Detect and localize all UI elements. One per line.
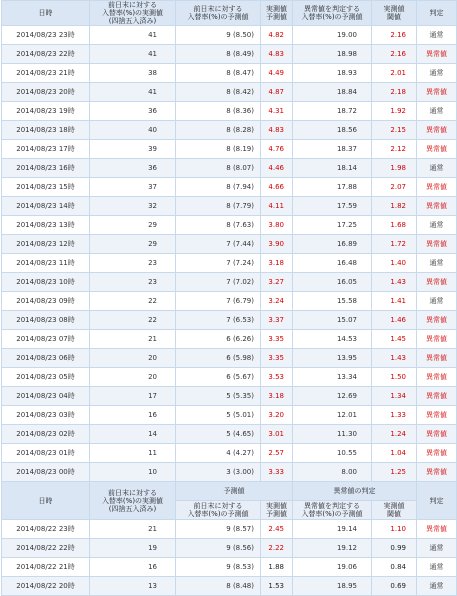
cell-judge: 異常値 — [417, 197, 457, 216]
cell-threshold-ratio: 2.01 — [372, 64, 417, 83]
cell-threshold: 18.14 — [293, 159, 372, 178]
table-row — [2, 330, 457, 349]
cell-predict: 6 (5.67) — [176, 368, 261, 387]
cell-predict: 5 (5.01) — [176, 406, 261, 425]
cell-date: 2014/08/23 23時 — [2, 26, 90, 45]
cell-actual: 41 — [90, 26, 176, 45]
cell-predict-ratio: 3.80 — [261, 216, 293, 235]
cell-date: 2014/08/22 20時 — [2, 577, 90, 596]
cell-predict-ratio: 2.22 — [261, 539, 293, 558]
cell-date: 2014/08/23 12時 — [2, 235, 90, 254]
cell-judge: 異常値 — [417, 311, 457, 330]
cell-actual: 41 — [90, 45, 176, 64]
cell-date: 2014/08/23 20時 — [2, 83, 90, 102]
cell-threshold-ratio: 0.99 — [372, 539, 417, 558]
cell-actual: 20 — [90, 368, 176, 387]
cell-actual: 23 — [90, 254, 176, 273]
cell-threshold: 17.59 — [293, 197, 372, 216]
cell-threshold: 16.48 — [293, 254, 372, 273]
cell-threshold-ratio: 1.34 — [372, 387, 417, 406]
cell-threshold: 16.05 — [293, 273, 372, 292]
cell-judge: 異常値 — [417, 387, 457, 406]
cell-actual: 39 — [90, 140, 176, 159]
cell-judge: 通常 — [417, 577, 457, 596]
header-judge-2: 判定 — [417, 482, 457, 520]
cell-predict-ratio: 1.88 — [261, 558, 293, 577]
cell-threshold: 16.89 — [293, 235, 372, 254]
header-predict-value-2: 実測値 予測値 — [261, 501, 293, 520]
table-row — [2, 387, 457, 406]
cell-date: 2014/08/23 04時 — [2, 387, 90, 406]
cell-judge: 異常値 — [417, 425, 457, 444]
cell-threshold: 13.34 — [293, 368, 372, 387]
cell-judge: 異常値 — [417, 235, 457, 254]
table-row — [2, 539, 457, 558]
cell-date: 2014/08/23 19時 — [2, 102, 90, 121]
cell-threshold: 19.12 — [293, 539, 372, 558]
cell-predict: 7 (6.79) — [176, 292, 261, 311]
cell-actual: 11 — [90, 444, 176, 463]
cell-judge: 異常値 — [417, 178, 457, 197]
cell-threshold-ratio: 1.04 — [372, 444, 417, 463]
cell-threshold-ratio: 1.40 — [372, 254, 417, 273]
cell-actual: 14 — [90, 425, 176, 444]
cell-actual: 21 — [90, 330, 176, 349]
cell-actual: 10 — [90, 463, 176, 482]
cell-predict-ratio: 3.35 — [261, 349, 293, 368]
cell-threshold-ratio: 0.69 — [372, 577, 417, 596]
cell-threshold: 18.84 — [293, 83, 372, 102]
cell-predict: 7 (6.53) — [176, 311, 261, 330]
table-row — [2, 425, 457, 444]
cell-actual: 41 — [90, 83, 176, 102]
table-row — [2, 292, 457, 311]
cell-judge: 異常値 — [417, 273, 457, 292]
header-actual: 前日末に対する 入替率(%)の実測値 (四捨五入済み) — [90, 1, 176, 26]
cell-predict: 8 (8.42) — [176, 83, 261, 102]
cell-judge: 異常値 — [417, 368, 457, 387]
cell-actual: 16 — [90, 558, 176, 577]
cell-date: 2014/08/23 16時 — [2, 159, 90, 178]
cell-threshold: 12.69 — [293, 387, 372, 406]
cell-actual: 29 — [90, 235, 176, 254]
table-header-repeat — [2, 482, 457, 520]
cell-actual: 36 — [90, 159, 176, 178]
table-row — [2, 444, 457, 463]
header-threshold-value: 実測値 閾値 — [372, 1, 417, 26]
cell-threshold: 13.95 — [293, 349, 372, 368]
cell-predict-ratio: 3.53 — [261, 368, 293, 387]
table-body-b — [2, 520, 457, 596]
cell-threshold-ratio: 2.12 — [372, 140, 417, 159]
cell-predict: 8 (8.36) — [176, 102, 261, 121]
table-row — [2, 216, 457, 235]
table-row — [2, 273, 457, 292]
cell-predict-ratio: 3.90 — [261, 235, 293, 254]
cell-date: 2014/08/23 03時 — [2, 406, 90, 425]
header-predict-sub: 前日末に対する 入替率(%)の予測値 — [176, 1, 261, 26]
cell-threshold-ratio: 2.16 — [372, 45, 417, 64]
cell-date: 2014/08/22 21時 — [2, 558, 90, 577]
table-row — [2, 102, 457, 121]
cell-predict: 7 (7.24) — [176, 254, 261, 273]
cell-predict: 8 (7.94) — [176, 178, 261, 197]
cell-predict: 8 (8.49) — [176, 45, 261, 64]
cell-judge: 異常値 — [417, 121, 457, 140]
table-row — [2, 577, 457, 596]
cell-date: 2014/08/23 05時 — [2, 368, 90, 387]
cell-date: 2014/08/23 22時 — [2, 45, 90, 64]
cell-predict: 3 (3.00) — [176, 463, 261, 482]
table-row — [2, 406, 457, 425]
cell-threshold-ratio: 1.72 — [372, 235, 417, 254]
cell-predict: 4 (4.27) — [176, 444, 261, 463]
cell-predict-ratio: 4.82 — [261, 26, 293, 45]
cell-actual: 21 — [90, 520, 176, 539]
cell-date: 2014/08/23 14時 — [2, 197, 90, 216]
cell-actual: 40 — [90, 121, 176, 140]
cell-predict-ratio: 2.57 — [261, 444, 293, 463]
table-row — [2, 311, 457, 330]
cell-actual: 22 — [90, 292, 176, 311]
cell-threshold-ratio: 1.24 — [372, 425, 417, 444]
cell-predict: 7 (7.44) — [176, 235, 261, 254]
cell-judge: 通常 — [417, 254, 457, 273]
cell-threshold-ratio: 1.41 — [372, 292, 417, 311]
cell-judge: 異常値 — [417, 330, 457, 349]
cell-predict-ratio: 1.53 — [261, 577, 293, 596]
cell-threshold: 19.06 — [293, 558, 372, 577]
cell-judge: 異常値 — [417, 83, 457, 102]
table-row — [2, 368, 457, 387]
cell-threshold: 18.98 — [293, 45, 372, 64]
cell-judge: 異常値 — [417, 444, 457, 463]
cell-predict: 5 (4.65) — [176, 425, 261, 444]
cell-predict-ratio: 3.35 — [261, 330, 293, 349]
cell-predict: 8 (7.79) — [176, 197, 261, 216]
cell-threshold-ratio: 1.98 — [372, 159, 417, 178]
table-row — [2, 159, 457, 178]
cell-predict: 6 (5.98) — [176, 349, 261, 368]
cell-date: 2014/08/23 21時 — [2, 64, 90, 83]
cell-predict: 8 (8.47) — [176, 64, 261, 83]
cell-predict: 6 (6.26) — [176, 330, 261, 349]
table-row — [2, 140, 457, 159]
cell-actual: 22 — [90, 311, 176, 330]
cell-judge: 通常 — [417, 539, 457, 558]
cell-date: 2014/08/23 08時 — [2, 311, 90, 330]
cell-predict: 9 (8.56) — [176, 539, 261, 558]
cell-actual: 36 — [90, 102, 176, 121]
cell-actual: 13 — [90, 577, 176, 596]
cell-date: 2014/08/23 02時 — [2, 425, 90, 444]
cell-threshold: 10.55 — [293, 444, 372, 463]
header-predict-sub-2: 前日末に対する 入替率(%)の予測値 — [176, 501, 261, 520]
cell-judge: 通常 — [417, 102, 457, 121]
cell-predict-ratio: 4.31 — [261, 102, 293, 121]
cell-threshold-ratio: 1.25 — [372, 463, 417, 482]
cell-date: 2014/08/22 22時 — [2, 539, 90, 558]
cell-predict-ratio: 3.37 — [261, 311, 293, 330]
cell-threshold: 18.93 — [293, 64, 372, 83]
cell-predict: 9 (8.53) — [176, 558, 261, 577]
cell-predict-ratio: 4.66 — [261, 178, 293, 197]
table-row — [2, 235, 457, 254]
table-row — [2, 178, 457, 197]
table-row — [2, 45, 457, 64]
cell-threshold-ratio: 1.92 — [372, 102, 417, 121]
cell-threshold: 19.14 — [293, 520, 372, 539]
table-row — [2, 520, 457, 539]
cell-threshold-ratio: 2.07 — [372, 178, 417, 197]
cell-threshold-ratio: 1.50 — [372, 368, 417, 387]
data-table — [1, 0, 457, 596]
cell-predict: 7 (7.02) — [176, 273, 261, 292]
cell-threshold-ratio: 1.82 — [372, 197, 417, 216]
table-row — [2, 64, 457, 83]
table-row — [2, 83, 457, 102]
cell-predict-ratio: 4.83 — [261, 45, 293, 64]
table-body-a — [2, 26, 457, 482]
cell-predict-ratio: 3.18 — [261, 387, 293, 406]
cell-threshold: 12.01 — [293, 406, 372, 425]
cell-predict: 5 (5.35) — [176, 387, 261, 406]
cell-threshold-ratio: 1.46 — [372, 311, 417, 330]
cell-predict-ratio: 4.11 — [261, 197, 293, 216]
cell-predict: 9 (8.50) — [176, 26, 261, 45]
cell-predict: 8 (8.48) — [176, 577, 261, 596]
header-predict-value: 実測値 予測値 — [261, 1, 293, 26]
cell-predict-ratio: 3.01 — [261, 425, 293, 444]
cell-actual: 19 — [90, 539, 176, 558]
cell-threshold: 18.95 — [293, 577, 372, 596]
header-date: 日時 — [2, 1, 90, 26]
table-row — [2, 197, 457, 216]
cell-threshold: 15.07 — [293, 311, 372, 330]
cell-actual: 38 — [90, 64, 176, 83]
cell-actual: 17 — [90, 387, 176, 406]
cell-judge: 通常 — [417, 64, 457, 83]
cell-threshold-ratio: 1.45 — [372, 330, 417, 349]
cell-predict-ratio: 4.46 — [261, 159, 293, 178]
cell-judge: 異常値 — [417, 406, 457, 425]
cell-threshold: 18.37 — [293, 140, 372, 159]
cell-judge: 通常 — [417, 558, 457, 577]
cell-predict: 8 (8.07) — [176, 159, 261, 178]
header-judge: 判定 — [417, 1, 457, 26]
cell-threshold-ratio: 1.43 — [372, 349, 417, 368]
table-row — [2, 121, 457, 140]
cell-actual: 32 — [90, 197, 176, 216]
cell-predict: 9 (8.57) — [176, 520, 261, 539]
cell-judge: 異常値 — [417, 349, 457, 368]
cell-date: 2014/08/23 11時 — [2, 254, 90, 273]
cell-predict: 8 (8.19) — [176, 140, 261, 159]
cell-judge: 通常 — [417, 216, 457, 235]
cell-predict: 8 (7.63) — [176, 216, 261, 235]
header-predict-group: 予測値 — [176, 482, 293, 501]
cell-threshold-ratio: 2.16 — [372, 26, 417, 45]
cell-judge: 通常 — [417, 159, 457, 178]
cell-threshold-ratio: 0.84 — [372, 558, 417, 577]
cell-date: 2014/08/23 06時 — [2, 349, 90, 368]
cell-threshold: 18.72 — [293, 102, 372, 121]
cell-predict-ratio: 3.18 — [261, 254, 293, 273]
cell-judge: 通常 — [417, 292, 457, 311]
table-row — [2, 26, 457, 45]
cell-threshold: 8.00 — [293, 463, 372, 482]
cell-actual: 20 — [90, 349, 176, 368]
cell-threshold-ratio: 1.68 — [372, 216, 417, 235]
header-threshold-sub-2: 異常値を判定する 入替率(%)の予測値 — [293, 501, 372, 520]
header-threshold-group: 異常値の判定 — [293, 482, 417, 501]
cell-predict-ratio: 3.27 — [261, 273, 293, 292]
cell-threshold-ratio: 2.15 — [372, 121, 417, 140]
cell-judge: 異常値 — [417, 520, 457, 539]
cell-date: 2014/08/23 18時 — [2, 121, 90, 140]
cell-predict-ratio: 3.20 — [261, 406, 293, 425]
table-row — [2, 254, 457, 273]
cell-judge: 通常 — [417, 26, 457, 45]
table-row — [2, 463, 457, 482]
header-threshold-value-2: 実測値 閾値 — [372, 501, 417, 520]
cell-actual: 29 — [90, 216, 176, 235]
cell-predict-ratio: 3.24 — [261, 292, 293, 311]
cell-threshold-ratio: 1.43 — [372, 273, 417, 292]
cell-predict-ratio: 4.76 — [261, 140, 293, 159]
cell-judge: 異常値 — [417, 45, 457, 64]
cell-threshold-ratio: 2.18 — [372, 83, 417, 102]
cell-date: 2014/08/23 00時 — [2, 463, 90, 482]
cell-date: 2014/08/23 07時 — [2, 330, 90, 349]
cell-threshold: 17.88 — [293, 178, 372, 197]
cell-date: 2014/08/23 13時 — [2, 216, 90, 235]
cell-threshold-ratio: 1.33 — [372, 406, 417, 425]
table-row — [2, 558, 457, 577]
cell-predict-ratio: 3.33 — [261, 463, 293, 482]
cell-actual: 16 — [90, 406, 176, 425]
cell-threshold: 14.53 — [293, 330, 372, 349]
cell-predict-ratio: 4.49 — [261, 64, 293, 83]
cell-actual: 23 — [90, 273, 176, 292]
cell-date: 2014/08/23 15時 — [2, 178, 90, 197]
cell-actual: 37 — [90, 178, 176, 197]
cell-date: 2014/08/23 17時 — [2, 140, 90, 159]
cell-predict-ratio: 4.83 — [261, 121, 293, 140]
cell-threshold: 19.00 — [293, 26, 372, 45]
cell-date: 2014/08/23 09時 — [2, 292, 90, 311]
cell-threshold: 15.58 — [293, 292, 372, 311]
cell-judge: 異常値 — [417, 463, 457, 482]
cell-threshold-ratio: 1.10 — [372, 520, 417, 539]
cell-date: 2014/08/23 10時 — [2, 273, 90, 292]
cell-date: 2014/08/22 23時 — [2, 520, 90, 539]
header-date-2: 日時 — [2, 482, 90, 520]
cell-predict-ratio: 2.45 — [261, 520, 293, 539]
cell-threshold: 17.25 — [293, 216, 372, 235]
cell-predict-ratio: 4.87 — [261, 83, 293, 102]
table-row — [2, 349, 457, 368]
cell-predict: 8 (8.28) — [176, 121, 261, 140]
cell-threshold: 18.56 — [293, 121, 372, 140]
header-threshold-sub: 異常値を判定する 入替率(%)の予測値 — [293, 1, 372, 26]
cell-judge: 異常値 — [417, 140, 457, 159]
cell-date: 2014/08/23 01時 — [2, 444, 90, 463]
cell-threshold: 11.30 — [293, 425, 372, 444]
header-actual-2: 前日末に対する 入替率(%)の実測値 (四捨五入済み) — [90, 482, 176, 520]
